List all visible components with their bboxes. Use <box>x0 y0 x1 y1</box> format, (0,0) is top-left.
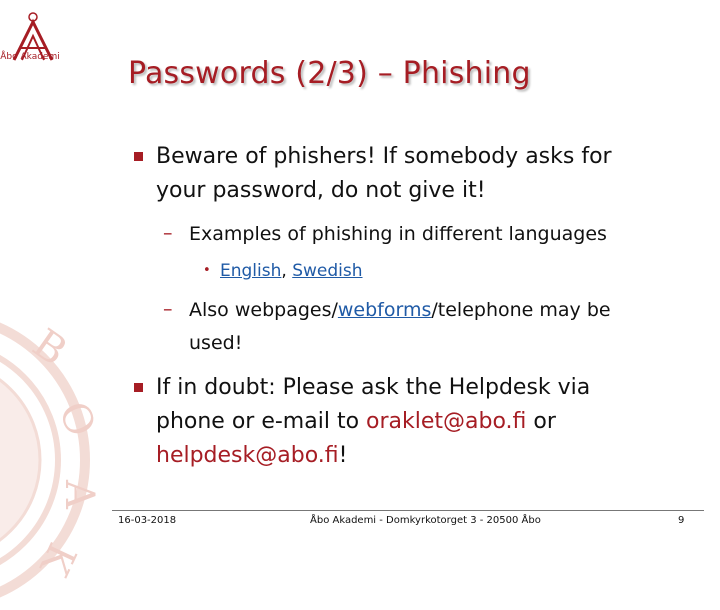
svg-text:K: K <box>30 535 85 583</box>
page-number: 9 <box>678 515 685 526</box>
footer-address: Åbo Akademi - Domkyrkotorget 3 - 20500 Åbo <box>310 515 541 526</box>
helpdesk-email-link[interactable]: helpdesk@abo.fi <box>156 443 339 468</box>
english-link[interactable]: English <box>220 261 282 281</box>
page-title: Passwords (2/3) – Phishing <box>128 56 531 91</box>
bullet-2-end: ! <box>338 443 348 468</box>
oraklet-email-link[interactable]: oraklet@abo.fi <box>366 409 527 434</box>
sub-bullet-1: Examples of phishing in different languages <box>189 223 607 245</box>
dash-marker: – <box>163 222 173 244</box>
svg-text:O: O <box>48 394 105 444</box>
sub-bullet-2-line-1 <box>189 296 611 324</box>
language-links <box>220 259 363 283</box>
sub-bullet-2-line-2: used! <box>189 332 243 354</box>
link-separator: , <box>281 261 287 281</box>
bullet-2-line-2-pre: phone or e-mail to <box>156 409 367 434</box>
dash-marker: – <box>163 298 173 320</box>
bullet-2-line-3 <box>156 439 347 472</box>
bullet-2-line-2 <box>156 405 556 438</box>
bullet-2-line-2-post: or <box>526 409 556 434</box>
svg-text:A: A <box>56 480 102 509</box>
footer-divider <box>112 510 704 512</box>
dot-marker: • <box>203 263 211 278</box>
logo-text: Åbo Akademi <box>0 52 60 62</box>
bullet-2-line-1: If in doubt: Please ask the Helpdesk via <box>156 375 591 400</box>
webforms-link[interactable]: webforms <box>337 299 432 321</box>
footer-date: 16-03-2018 <box>118 515 177 526</box>
bullet-1-line-1: Beware of phishers! If somebody asks for <box>156 144 612 169</box>
bullet-marker <box>134 383 143 392</box>
swedish-link[interactable]: Swedish <box>292 261 363 281</box>
seal-icon <box>0 310 105 610</box>
sub-bullet-2-pre: Also webpages/ <box>189 299 338 321</box>
bullet-marker <box>134 152 143 161</box>
sub-bullet-2-post: /telephone may be <box>431 299 611 321</box>
svg-text:B: B <box>24 320 75 376</box>
bullet-1-line-2: your password, do not give it! <box>156 178 486 203</box>
seal-decoration <box>0 0 105 583</box>
